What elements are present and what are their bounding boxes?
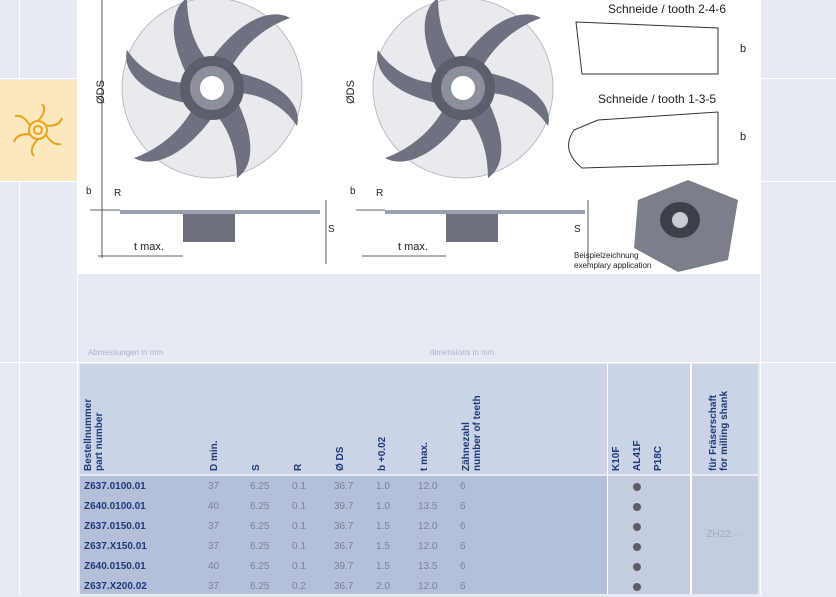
s-value: 6.25 — [250, 501, 270, 512]
caption-cell — [593, 278, 759, 361]
grid-line — [760, 0, 761, 594]
availability-dot — [633, 563, 641, 571]
ds-value: 36.7 — [334, 581, 354, 592]
availability-dot — [633, 523, 641, 531]
d-min-value: 40 — [208, 501, 220, 512]
s-value: 6.25 — [250, 521, 270, 532]
header-d-min: D min. — [209, 440, 220, 471]
teeth-value: 6 — [460, 561, 466, 572]
milling-cutter-icon — [0, 80, 77, 181]
grade-body — [608, 476, 690, 594]
table-row — [80, 517, 608, 537]
d-min-value: 37 — [208, 481, 220, 492]
caption-cell — [248, 278, 418, 361]
d-min-value: 40 — [208, 561, 220, 572]
teeth-value: 6 — [460, 481, 466, 492]
r-value: 0.1 — [292, 561, 306, 572]
ds-value: 36.7 — [334, 541, 354, 552]
tooth-246-label: Schneide / tooth 2-4-6 — [608, 2, 727, 16]
ds-label-1: ØDS — [95, 80, 107, 104]
r-label-2: R — [376, 188, 384, 199]
s-label-1: S — [328, 224, 335, 235]
b-value: 1.5 — [376, 561, 390, 572]
tmax-label-1: t max. — [134, 241, 164, 253]
header-al41f: AL41F — [632, 440, 643, 471]
part-number: Z637.X150.01 — [84, 541, 147, 552]
b-value: 1.5 — [376, 521, 390, 532]
r-value: 0.1 — [292, 501, 306, 512]
tooth-135-b-label: b — [740, 131, 747, 143]
s-value: 6.25 — [250, 541, 270, 552]
part-number: Z640.0150.01 — [84, 561, 146, 572]
example-label-de: Beispielzeichnung — [574, 251, 639, 260]
header-shank-de: für Fräserschaft — [708, 394, 719, 471]
teeth-value: 6 — [460, 521, 466, 532]
part-number: Z640.0100.01 — [84, 501, 146, 512]
ds-value: 39.7 — [334, 561, 354, 572]
availability-dot — [633, 543, 641, 551]
tmax-value: 13.5 — [418, 561, 438, 572]
teeth-value: 6 — [460, 581, 466, 592]
b-value: 1.5 — [376, 541, 390, 552]
r-value: 0.1 — [292, 521, 306, 532]
caption-cell — [78, 278, 244, 361]
grid-line — [0, 362, 836, 363]
r-value: 0.2 — [292, 581, 306, 592]
b-label-2: b — [350, 186, 356, 197]
tooth-profile-135 — [569, 112, 718, 168]
d-min-value: 37 — [208, 521, 220, 532]
teeth-value: 6 — [460, 541, 466, 552]
header-b: b +0.02 — [377, 436, 388, 471]
ds-value: 36.7 — [334, 521, 354, 532]
shank-reference: ZH22.··· — [706, 529, 744, 540]
b-value: 1.0 — [376, 501, 390, 512]
header-k10f: K10F — [611, 446, 622, 471]
s-value: 6.25 — [250, 581, 270, 592]
part-number: Z637.0150.01 — [84, 521, 146, 532]
tooth-246-b-label: b — [740, 43, 747, 55]
header-ds: Ø DS — [335, 446, 346, 471]
table-row — [80, 497, 608, 517]
cutter-side-view-2 — [356, 200, 588, 264]
availability-dot — [633, 483, 641, 491]
tmax-value: 13.5 — [418, 501, 438, 512]
category-tab — [0, 80, 77, 181]
tooth-profile-246 — [576, 22, 718, 74]
r-value: 0.1 — [292, 541, 306, 552]
example-application-image — [634, 180, 738, 272]
tmax-value: 12.0 — [418, 521, 438, 532]
cutter-front-view-2 — [373, 0, 553, 178]
table-row — [80, 477, 608, 497]
ds-value: 36.7 — [334, 481, 354, 492]
ds-value: 39.7 — [334, 501, 354, 512]
header-teeth-de: Zähnezahl — [461, 422, 472, 471]
header-s: S — [251, 464, 262, 471]
tmax-value: 12.0 — [418, 541, 438, 552]
cutter-side-view-1 — [90, 200, 326, 264]
table-row — [80, 577, 608, 597]
s-value: 6.25 — [250, 481, 270, 492]
header-p18c: P18C — [653, 445, 664, 471]
s-value: 6.25 — [250, 561, 270, 572]
tmax-label-2: t max. — [398, 241, 428, 253]
header-shank-en: for milling shank — [719, 390, 730, 471]
technical-drawing — [78, 0, 760, 274]
header-part-de: Bestellnummer — [83, 398, 94, 471]
d-min-value: 37 — [208, 581, 220, 592]
example-label-en: exemplary application — [574, 261, 652, 270]
availability-dot — [633, 583, 641, 591]
b-value: 2.0 — [376, 581, 390, 592]
r-value: 0.1 — [292, 481, 306, 492]
caption-left: Abmessungen in mm — [88, 348, 164, 357]
caption-cell — [420, 278, 590, 361]
caption-right: dimensions in mm — [430, 348, 495, 357]
availability-dot — [633, 503, 641, 511]
header-r: R — [293, 463, 304, 471]
r-label-1: R — [114, 188, 122, 199]
table-row — [80, 557, 608, 577]
part-number: Z637.0100.01 — [84, 481, 146, 492]
header-part-en: part number — [94, 412, 105, 471]
teeth-value: 6 — [460, 501, 466, 512]
header-tmax: t max. — [419, 442, 430, 471]
tmax-value: 12.0 — [418, 581, 438, 592]
d-min-value: 37 — [208, 541, 220, 552]
ds-label-2: ØDS — [345, 80, 357, 104]
drawing-svg — [78, 0, 760, 274]
header-teeth-en: number of teeth — [472, 395, 483, 471]
table-row — [80, 537, 608, 557]
b-value: 1.0 — [376, 481, 390, 492]
b-label-1: b — [86, 186, 92, 197]
s-label-2: S — [574, 224, 581, 235]
part-number: Z637.X200.02 — [84, 581, 147, 592]
tooth-135-label: Schneide / tooth 1-3-5 — [598, 92, 717, 106]
tmax-value: 12.0 — [418, 481, 438, 492]
